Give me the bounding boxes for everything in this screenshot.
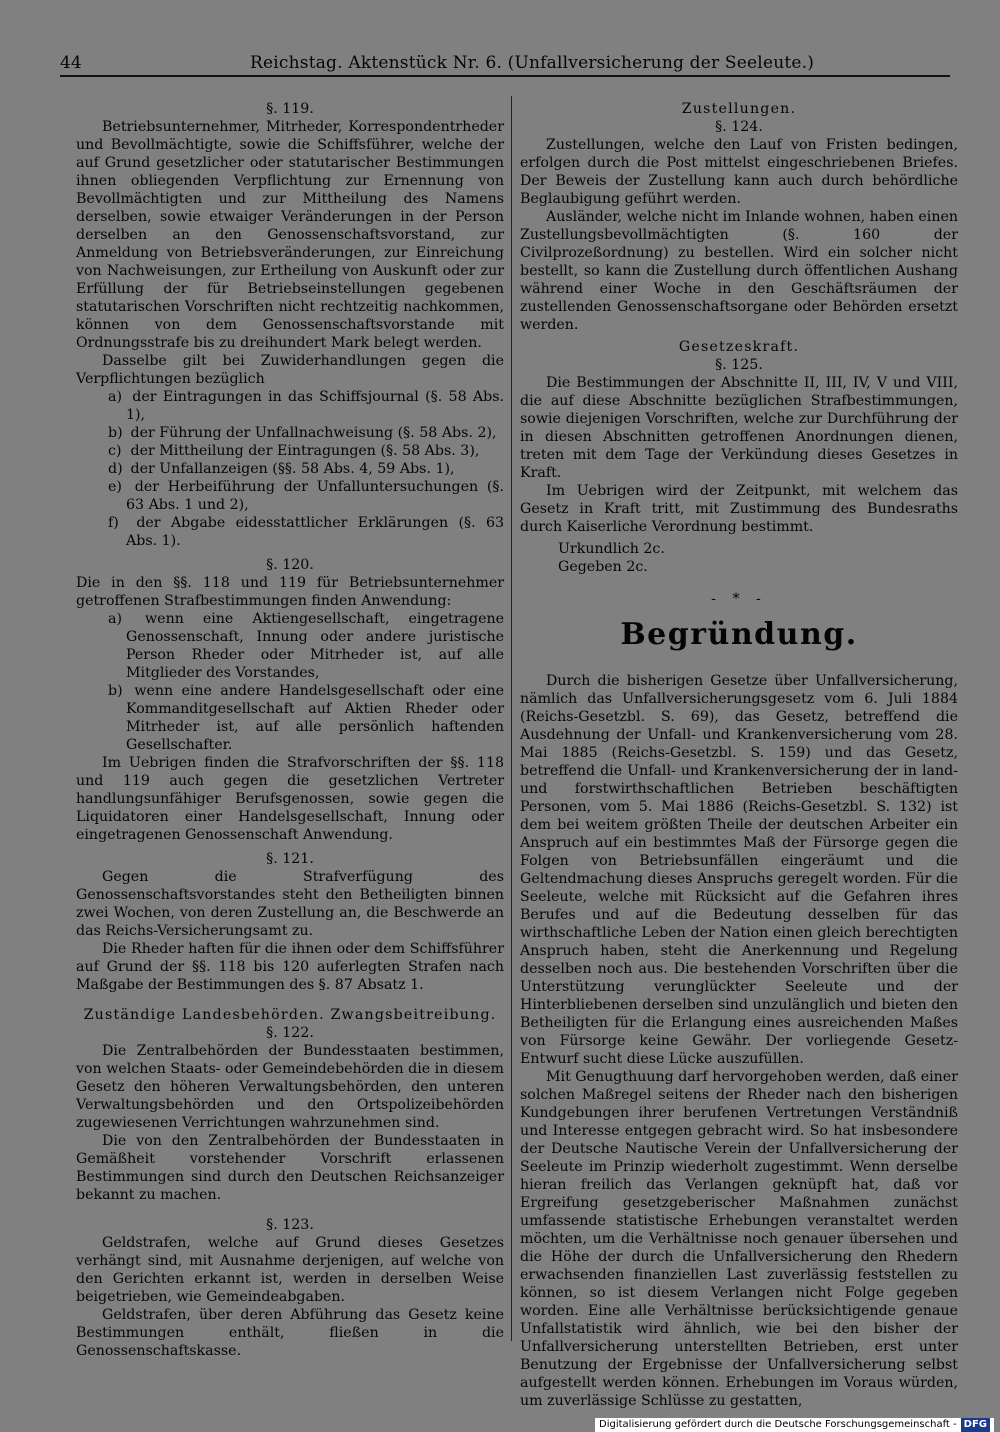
header-rule (60, 75, 950, 77)
paragraph: Geldstrafen, über deren Abführung das Gesetz keine Bestimmungen enthält, fließen in die Genossenschaftskasse. (76, 1307, 504, 1359)
paragraph: Im Uebrigen wird der Zeitpunkt, mit welchem das Gesetz in Kraft tritt, mit Zustimmung des Bundesraths durch Kaiserliche Verordnung bestimmt. (520, 483, 958, 535)
digitization-footer (595, 1418, 994, 1432)
running-title: Reichstag. Aktenstück Nr. 6. (Unfallversicherung der Seeleute.) (250, 53, 815, 73)
column-divider (511, 96, 512, 1341)
paragraph: Durch die bisherigen Gesetze über Unfallversicherung, nämlich das Unfallversicherungsgesetz vom 6. Juli 1884 (Reichs-Gesetzbl. S. 69), das Gesetz, betreffend die Ausdehnung der Unfall- und Krankenversicherung vom 28. Mai 1885 (Reichs-Gesetzbl. S. 159) und das Gesetz, betreffend die Unfall- und Krankenversicherung der in land- und forstwirthschaftlichen Betrieben beschäftigten Personen, vom 5. Mai 1886 (Reichs-Gesetzbl. S. 132) ist dem bei weitem größten Theile der deutschen Arbeiter ein Anspruch auf ein bestimmtes Maß der Fürsorge gegen die Folgen von Betriebsunfällen eingeräumt und die Geltendmachung dieses Anspruchs geregelt worden. Für die Seeleute, welche mit Rücksicht auf die Gefahren ihres Berufes und auf die Bedeutung desselben für das wirthschaftliche Leben der Nation einen gleich berechtigten Anspruch haben, steht die Anerkennung und Regelung desselben noch aus. Die bestehenden Vorschriften über die Unterstützung verunglückter Seeleute und der Hinterbliebenen derselben sind unzulänglich und bieten den Betheiligten für die Erlangung eines ausreichenden Maßes von Fürsorge keine Gewähr. Der vorliegende Gesetz-Entwurf sucht diese Lücke auszufüllen. (520, 673, 958, 1067)
paragraph: Die Zentralbehörden der Bundesstaaten bestimmen, von welchen Staats- oder Gemeindebehörden die in diesem Gesetz den höheren Verwaltungsbehörden, den unteren Verwaltungsbehörden und den Ortspolizeibehörden zugewiesenen Verrichtungen wahrzunehmen sind. (76, 1043, 504, 1131)
dfg-logo: DFG (961, 1418, 990, 1432)
paragraph: Die von den Zentralbehörden der Bundesstaaten in Gemäßheit vorstehender Vorschrift erlassenen Bestimmungen sind durch den Deutschen Reichsanzeiger bekannt zu machen. (76, 1133, 504, 1203)
list-item: e) der Herbeiführung der Unfalluntersuchungen (§. 63 Abs. 1 und 2), (108, 479, 505, 513)
left-column (76, 100, 504, 1360)
paragraph: Mit Genugthuung darf hervorgehoben werden, daß einer solchen Maßregel seitens der Rheder nach den bisherigen Kundgebungen ihrer berufenen Vertretungen Verständniß und Interesse entgegen gebracht wird. So hat insbesondere der Deutsche Nautische Verein der Unfallversicherung der Seeleute im Prinzip wiederholt zugestimmt. Wenn derselbe hieran freilich das Verlangen geknüpft hat, daß vor Ergreifung gesetzgeberischer Maßnahmen zunächst umfassende statistische Erhebungen veranstaltet werden möchten, um die Verhältnisse noch genauer übersehen und die Höhe der durch die Unfallversicherung den Rhedern erwachsenden finanziellen Last zuverlässig feststellen zu können, so ist diesem Verlangen nicht Folge gegeben worden. Eine alle Verhältnisse berücksichtigende genaue Unfallstatistik wird ähnlich, wie bei den bisher der Unfallversicherung unterstellten Betrieben, erst unter Benutzung der Ergebnisse der Unfallversicherung selbst aufgestellt werden können. Erhebungen im Voraus würden, um zuverlässige Schlüsse zu gestatten, (520, 1069, 958, 1409)
separator-ornament: - * - (711, 591, 767, 607)
list-item: f) der Abgabe eidesstattlicher Erklärungen (§. 63 Abs. 1). (108, 515, 505, 549)
signature-line: Urkundlich 2c. (558, 541, 665, 557)
paragraph: Die Rheder haften für die ihnen oder dem Schiffsführer auf Grund der §§. 118 bis 120 auferlegten Strafen nach Maßgabe der Bestimmungen des §. 87 Absatz 1. (76, 941, 504, 993)
list-item: d) der Unfallanzeigen (§§. 58 Abs. 4, 59 Abs. 1), (108, 461, 455, 477)
list-item: b) wenn eine andere Handelsgesellschaft oder eine Kommanditgesellschaft auf Aktien Rheder oder Mitrheder ist, auf alle persönlich haftenden Gesellschafter. (108, 683, 504, 753)
section-title-119: §. 119. (266, 101, 314, 117)
heading-gesetzeskraft: Gesetzeskraft. (678, 339, 800, 355)
paragraph: Betriebsunternehmer, Mitrheder, Korrespondentrheder und Bevollmächtigte, sowie die Schiffsführer, welche der auf Grund gesetzlicher oder statutarischer Bestimmungen ihnen obliegenden Verpflichtung zur Ernennung von Bevollmächtigten und zur Mittheilung des Namens derselben, sowie etwaiger Veränderungen in der Person derselben an den Genossenschaftsvorstand, zur Anmeldung von Betriebsveränderungen, zur Einreichung von Nachweisungen, zur Ertheilung von Auskunft oder zur Erfüllung der für Betriebseinstellungen gegebenen statutarischen Vorschriften nicht rechtzeitig nachkommen, können von dem Genossenschaftsvorstande mit Ordnungsstrafe bis zu dreihundert Mark belegt werden. (76, 119, 504, 351)
section-title-121: §. 121. (266, 851, 314, 867)
section-title-120: §. 120. (266, 557, 314, 573)
begruendung-title: Begründung. (620, 617, 858, 652)
section-title-125: §. 125. (715, 357, 763, 373)
paragraph: Im Uebrigen finden die Strafvorschriften der §§. 118 und 119 auch gegen die gesetzlichen Vertreter handlungsunfähiger Berufsgenossen, sowie gegen die Liquidatoren einer Handelsgesellschaft, Innung oder eingetragenen Genossenschaft Anwendung. (76, 755, 504, 843)
heading-zustellungen: Zustellungen. (681, 101, 797, 117)
signature-line: Gegeben 2c. (558, 559, 648, 575)
paragraph: Die Bestimmungen der Abschnitte II, III, IV, V und VIII, die auf diese Abschnitte bezüglichen Strafbestimmungen, sowie diejenigen Vorschriften, welche zur Durchführung der in diesen Abschnitten getroffenen Anordnungen dienen, treten mit dem Tage der Verkündung dieses Gesetzes in Kraft. (520, 375, 958, 481)
section-title-122: §. 122. (266, 1025, 314, 1041)
page-header (60, 50, 950, 76)
paragraph: Geldstrafen, welche auf Grund dieses Gesetzes verhängt sind, mit Ausnahme derjenigen, auf welche von den Gerichten erkannt ist, werden in derselben Weise beigetrieben, wie Gemeindeabgaben. (76, 1235, 504, 1305)
list-120 (76, 610, 504, 754)
list-item: a) der Eintragungen in das Schiffsjournal (§. 58 Abs. 1), (108, 389, 504, 423)
right-column (520, 100, 958, 1410)
list-item: c) der Mittheilung der Eintragungen (§. 58 Abs. 3), (108, 443, 480, 459)
section-title-124: §. 124. (715, 119, 763, 135)
heading-zustaendige-landesbehoerden: Zuständige Landesbehörden. Zwangsbeitreibung. (83, 1007, 497, 1023)
list-item: a) wenn eine Aktiengesellschaft, eingetragene Genossenschaft, Innung oder andere juristische Person Rheder oder Mitrheder ist, auf alle Mitglieder des Vorstandes, (108, 611, 504, 681)
paragraph: Zustellungen, welche den Lauf von Fristen bedingen, erfolgen durch die Post mittelst eingeschriebenen Briefes. Der Beweis der Zustellung kann auch durch behördliche Beglaubigung geführt werden. (520, 137, 958, 207)
page-number: 44 (60, 53, 82, 73)
list-item: b) der Führung der Unfallnachweisung (§. 58 Abs. 2), (108, 425, 497, 441)
paragraph: Gegen die Strafverfügung des Genossenschaftsvorstandes steht den Betheiligten binnen zwei Wochen, von deren Zustellung an, die Beschwerde an das Reichs-Versicherungsamt zu. (76, 869, 504, 939)
paragraph: Die in den §§. 118 und 119 für Betriebsunternehmer getroffenen Strafbestimmungen finden Anwendung: (76, 575, 504, 609)
paragraph: Ausländer, welche nicht im Inlande wohnen, haben einen Zustellungsbevollmächtigten (§. 160 der Civilprozeßordnung) zu bestellen. Wird ein solcher nicht bestellt, so kann die Zustellung durch öffentlichen Aushang während einer Woche in den Geschäftsräumen der zustellenden Genossenschaftsorgane oder Behörden ersetzt werden. (520, 209, 958, 333)
paragraph: Dasselbe gilt bei Zuwiderhandlungen gegen die Verpflichtungen bezüglich (76, 353, 504, 387)
list-119 (76, 388, 504, 550)
footer-text: Digitalisierung gefördert durch die Deutsche Forschungsgemeinschaft - (599, 1419, 957, 1430)
section-title-123: §. 123. (266, 1217, 314, 1233)
